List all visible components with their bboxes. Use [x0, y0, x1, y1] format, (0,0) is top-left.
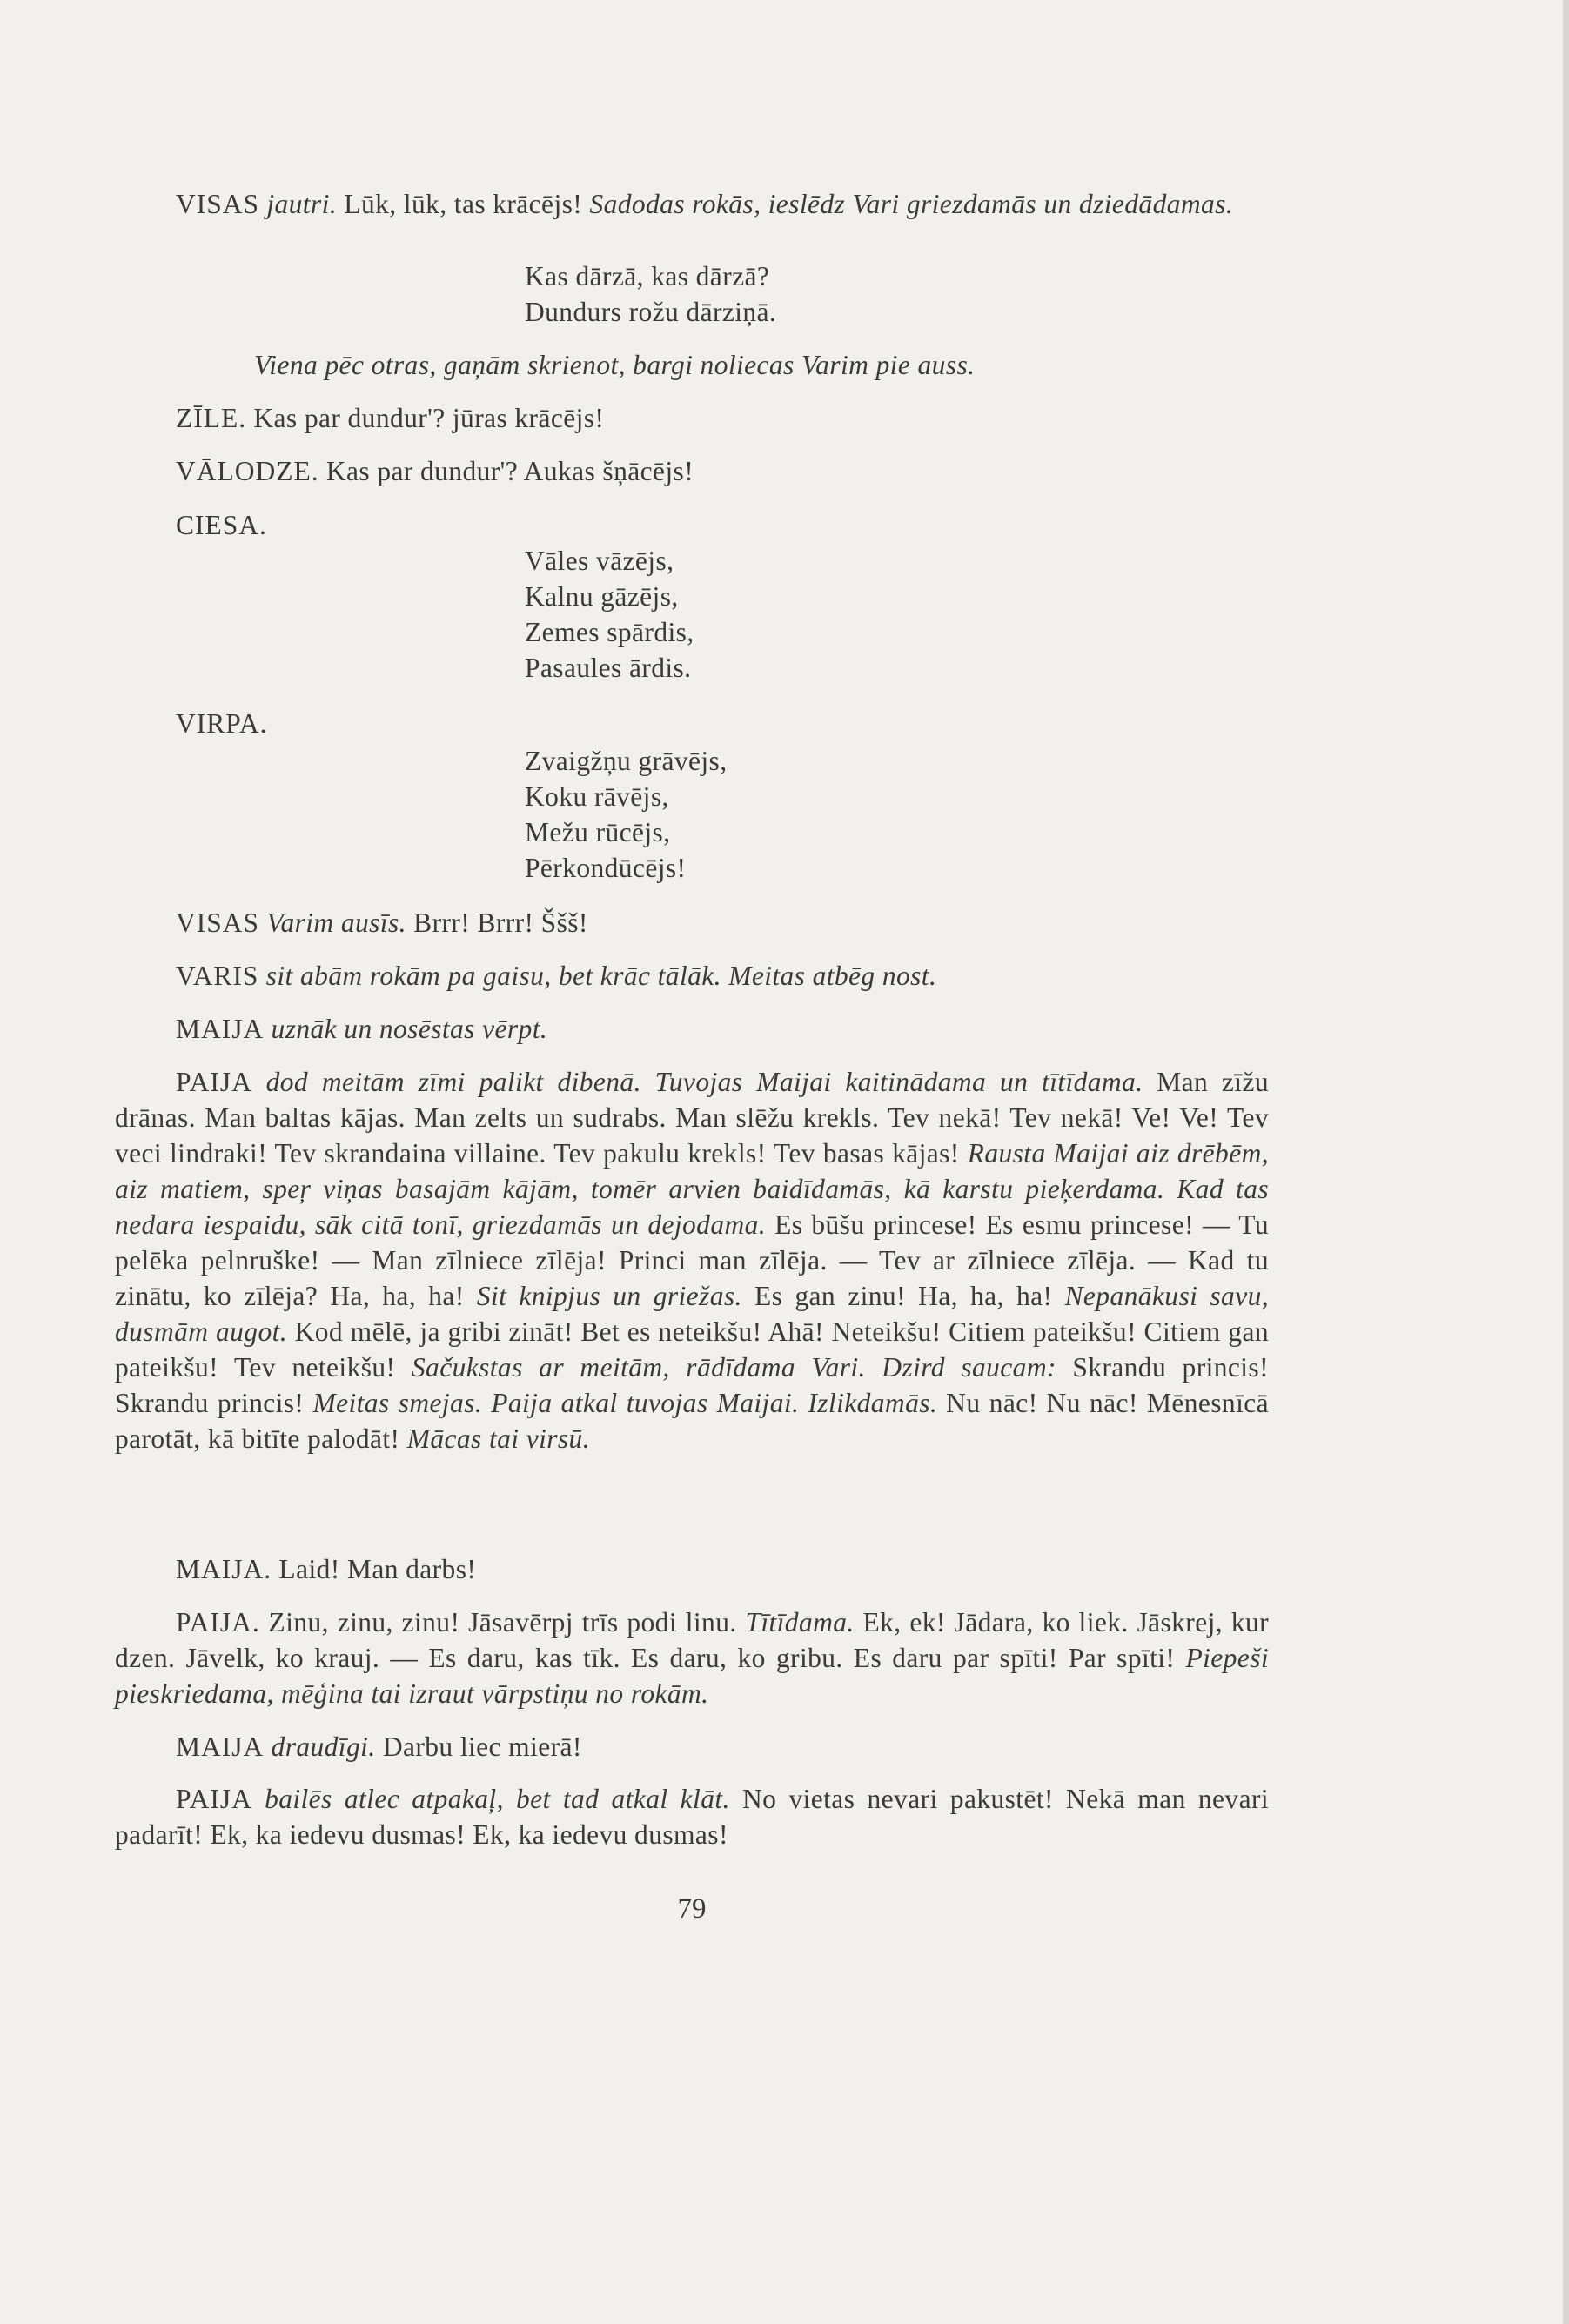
song-verse	[525, 258, 776, 330]
stage-direction-paragraph	[254, 347, 975, 383]
dialogue: Es būšu princese! Es esmu princese! — Tu pelēka pelnruške! — Man zīlniece zīlēja! Princi man zīlēja. — Tev ar zīlniece zīlēja. — Kad tu zinātu, ko zīlēja? Ha, ha, ha!	[115, 1209, 1269, 1311]
stage-direction: uznāk un nosēstas vērpt.	[271, 1014, 548, 1044]
paragraph-varis	[176, 958, 936, 994]
dialogue: Es gan zinu! Ha, ha, ha!	[754, 1281, 1053, 1311]
dialogue: Kas par dundur'? jūras krācējs!	[253, 403, 605, 433]
page-edge-shadow	[1563, 0, 1569, 2324]
speaker-name: VIRPA.	[176, 708, 268, 739]
dialogue: Kod mēlē, ja gribi zināt! Bet es neteikšu! Ahā! Neteikšu! Citiem pateikšu! Citiem gan pateikšu! Tev neteikšu!	[115, 1316, 1269, 1383]
stage-direction: dod meitām zīmi palikt dibenā. Tuvojas Maijai kaitinādama un tītīdama.	[265, 1067, 1143, 1097]
stage-direction: draudīgi.	[271, 1731, 376, 1762]
dialogue: Lūk, lūk, tas krācējs!	[344, 189, 583, 219]
speaker-maija: MAIJA	[176, 1731, 265, 1762]
paragraph-maija-1	[176, 1011, 547, 1047]
verse-line: Kalnu gāzējs,	[525, 581, 679, 612]
stage-direction: Viena pēc otras, gaņām skrienot, bargi noliecas Varim pie auss.	[254, 350, 976, 380]
stage-direction: jautri.	[266, 189, 338, 219]
stage-direction: sit abām rokām pa gaisu, bet krāc tālāk. Meitas atbēg nost.	[265, 961, 937, 991]
stage-direction: Tītīdama.	[745, 1607, 855, 1638]
paragraph-paija-3	[115, 1781, 1269, 1852]
stage-direction: Sadodas rokās, ieslēdz Vari griezdamās un dziedādamas.	[589, 189, 1234, 219]
speaker-maija: MAIJA.	[176, 1554, 272, 1584]
page-number: 79	[677, 1893, 707, 1925]
stage-direction: Nepanākusi savu, dusmām augot.	[115, 1281, 1269, 1347]
stage-direction: Sit knipjus un griežas.	[476, 1281, 742, 1311]
paragraph-valodze	[176, 453, 694, 489]
verse-line: Pasaules ārdis.	[525, 653, 692, 683]
verse-line: Koku rāvējs,	[525, 781, 669, 812]
speaker-paija: PAIJA.	[176, 1607, 260, 1638]
verse-virpa	[525, 743, 727, 886]
verse-line: Mežu rūcējs,	[525, 817, 671, 847]
speaker-virpa	[176, 706, 268, 741]
speaker-maija: MAIJA	[176, 1014, 265, 1044]
dialogue: Skrandu princis! Skrandu princis!	[115, 1352, 1269, 1418]
speaker-valodze: VĀLODZE.	[176, 456, 319, 486]
stage-direction: Mācas tai virsū.	[406, 1423, 590, 1454]
verse-line: Zemes spārdis,	[525, 617, 694, 647]
stage-direction: bailēs atlec atpakaļ, bet tad atkal klāt.	[265, 1784, 730, 1814]
verse-line: Zvaigžņu grāvējs,	[525, 746, 728, 776]
verse-ciesa	[525, 543, 694, 686]
stage-direction: Piepeši pieskriedama, mēģina tai izraut vārpstiņu no rokām.	[115, 1643, 1270, 1709]
speaker-paija: PAIJA	[176, 1784, 252, 1814]
paragraph-visas-1	[115, 186, 1269, 222]
dialogue: Man zīžu drānas. Man baltas kājas. Man zelts un sudrabs. Man slēžu krekls. Tev nekā! Tev nekā! Ve! Ve! Tev veci lindraki! Tev skrandaina villaine. Tev pakulu krekls! Tev basas kājas!	[115, 1067, 1269, 1169]
dialogue: Darbu liec mierā!	[382, 1731, 582, 1762]
stage-direction: Rausta Maijai aiz drēbēm, aiz matiem, speŗ viņas basajām kājām, tomēr arvien baidīdamās, kā karstu pieķerdama. Kad tas nedara iespaidu, sāk citā tonī, griezdamās un dejodama.	[115, 1138, 1270, 1240]
stage-direction: Sačukstas ar meitām, rādīdama Vari. Dzird saucam:	[411, 1352, 1056, 1383]
speaker-name: CIESA.	[176, 510, 267, 540]
dialogue: Brrr! Brrr! Ššš!	[413, 907, 588, 938]
paragraph-zile	[176, 400, 604, 436]
dialogue: Zinu, zinu, zinu! Jāsavērpj trīs podi linu.	[268, 1607, 737, 1638]
dialogue: No vietas nevari pakustēt! Nekā man nevari padarīt! Ek, ka iedevu dusmas! Ek, ka iedevu dusmas!	[115, 1784, 1269, 1850]
verse-line: Dundurs rožu dārziņā.	[525, 297, 777, 327]
paragraph-paija-2	[115, 1604, 1269, 1711]
speaker-varis: VARIS	[176, 961, 259, 991]
stage-direction: Varim ausīs.	[266, 907, 406, 938]
paragraph-maija-3	[176, 1729, 582, 1765]
dialogue: Ek, ek! Jādara, ko liek. Jāskrej, kur dzen. Jāvelk, ko krauj. — Es daru, kas tīk. Es daru, ko gribu. Es daru par spīti! Par spīti!	[115, 1607, 1269, 1673]
verse-line: Kas dārzā, kas dārzā?	[525, 261, 770, 291]
speaker-paija: PAIJA	[176, 1067, 252, 1097]
speaker-zile: ZĪLE.	[176, 403, 247, 433]
paragraph-maija-2	[176, 1551, 476, 1587]
dialogue: Nu nāc! Nu nāc! Mēnesnīcā parotāt, kā bitīte palodāt!	[115, 1388, 1269, 1454]
paragraph-paija-1	[115, 1064, 1269, 1457]
paragraph-visas-2	[176, 905, 588, 941]
speaker-visas: VISAS	[176, 907, 260, 938]
verse-line: Pērkondūcējs!	[525, 853, 687, 883]
stage-direction: Meitas smejas. Paija atkal tuvojas Maijai. Izlikdamās.	[312, 1388, 938, 1418]
dialogue: Kas par dundur'? Aukas šņācējs!	[325, 456, 694, 486]
verse-line: Vāles vāzējs,	[525, 546, 674, 576]
speaker-visas: VISAS	[176, 189, 260, 219]
dialogue: Laid! Man darbs!	[278, 1554, 477, 1584]
speaker-ciesa	[176, 507, 267, 543]
